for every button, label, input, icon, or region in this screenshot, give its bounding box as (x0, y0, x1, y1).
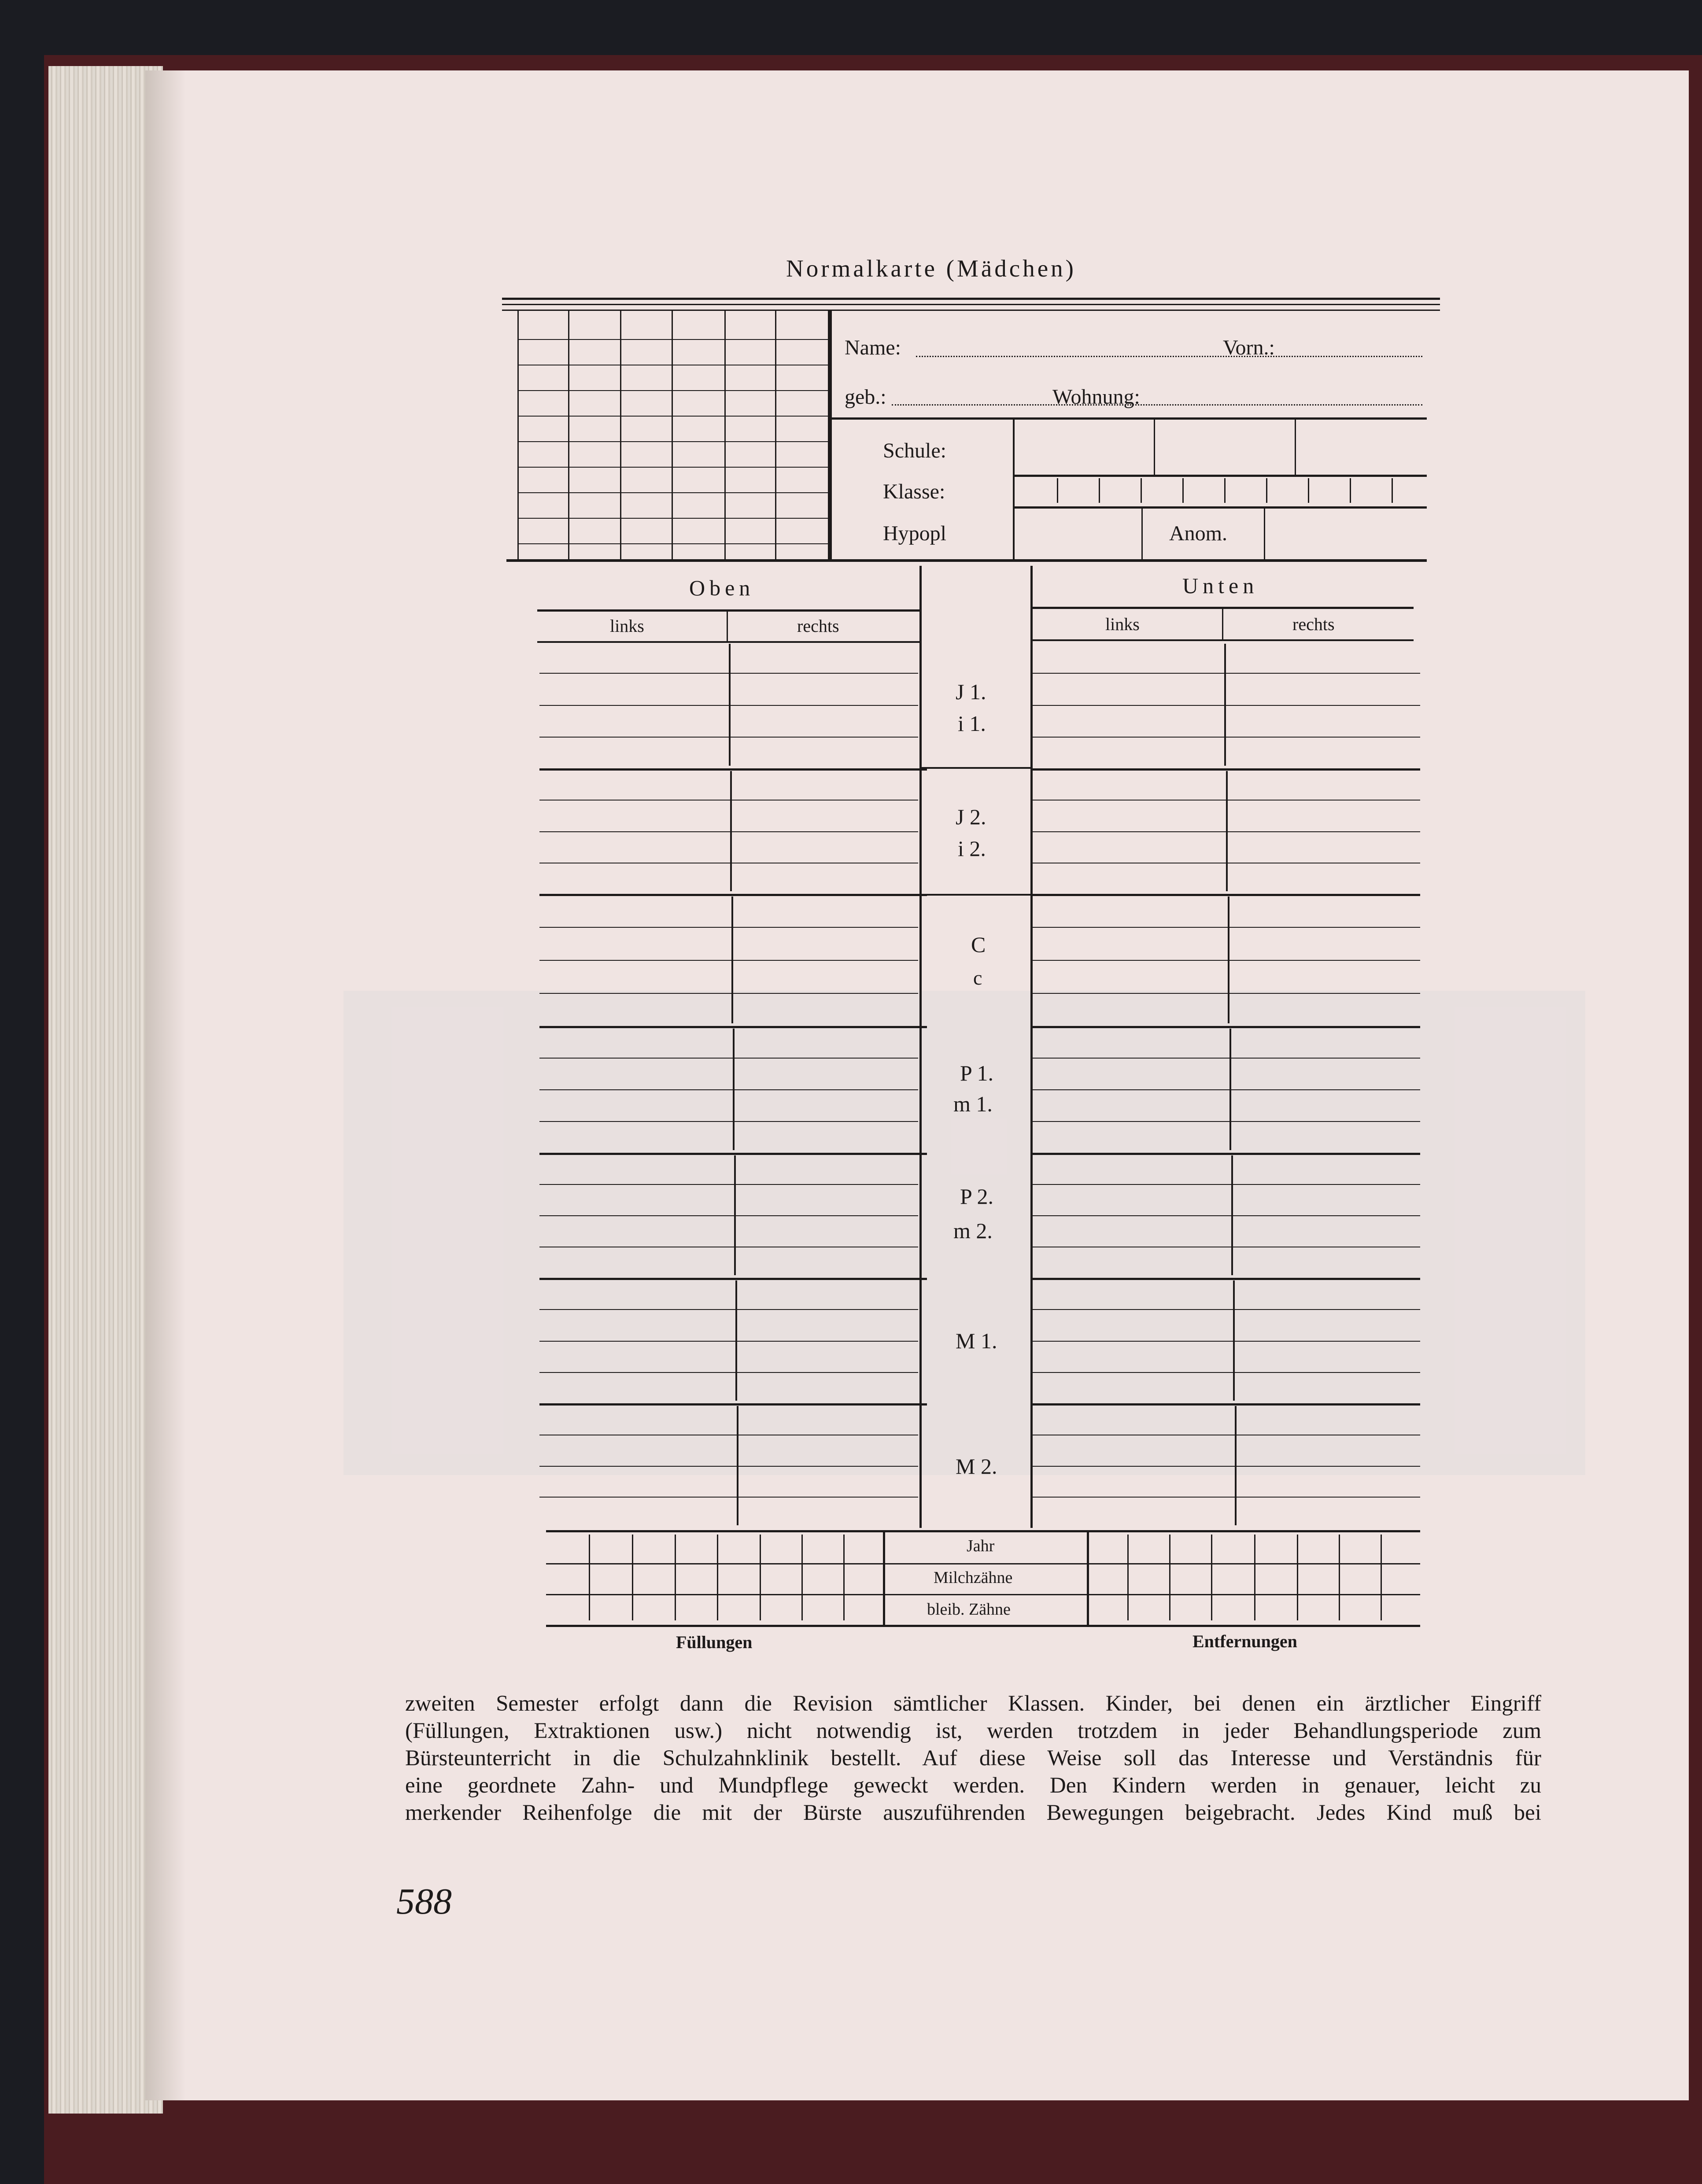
milchzaehne-label: Milchzähne (934, 1568, 1013, 1587)
rule-line (675, 1535, 676, 1620)
tooth-i2-label: i 2. (958, 836, 986, 861)
rule-line (539, 1372, 918, 1373)
rule-line (1033, 1215, 1420, 1216)
rule-line (672, 310, 673, 559)
rule-line (517, 339, 828, 340)
rule-line (1033, 737, 1420, 738)
tooth-c-lower-label: c (973, 967, 982, 989)
rule-line (1030, 1403, 1420, 1406)
rule-line (539, 831, 918, 832)
rule-line (843, 1535, 845, 1620)
rule-line (539, 1153, 927, 1155)
rule-line (517, 543, 828, 544)
rule-line (717, 1535, 718, 1620)
rule-line (1030, 1026, 1420, 1028)
rule-line (539, 993, 918, 994)
rule-line (1033, 1184, 1420, 1185)
body-line: merkender Reihenfolge die mit der Bürste auszuführenden Bewegungen beigebracht. Jedes Kind muß bei (405, 1800, 1541, 1825)
tooth-p1-label: P 1. (960, 1061, 993, 1085)
rule-line (620, 310, 621, 559)
rule-line (539, 1026, 927, 1028)
tooth-M2-label: M 2. (956, 1454, 997, 1479)
rule-line (539, 1403, 927, 1406)
rule-line (539, 1121, 918, 1122)
rule-line (502, 298, 1440, 300)
rule-line (539, 1341, 918, 1342)
rule-line (517, 467, 828, 468)
schule-label: Schule: (883, 439, 946, 462)
rule-line (775, 310, 776, 559)
bleib-zaehne-label: bleib. Zähne (927, 1600, 1011, 1619)
oben-links-label: links (610, 616, 644, 636)
rule-line (1381, 1535, 1382, 1620)
rule-line (632, 1535, 633, 1620)
rule-line (517, 390, 828, 391)
rule-line (539, 1089, 918, 1090)
rule-line (517, 492, 828, 493)
rule-line (1141, 506, 1143, 559)
rule-line (919, 767, 1030, 769)
rule-line (546, 1530, 1420, 1532)
rule-line (1297, 1535, 1298, 1620)
rule-line (883, 1530, 885, 1625)
jahr-label: Jahr (967, 1537, 995, 1555)
tooth-j1-label: J 1. (956, 679, 986, 704)
rule-line (539, 768, 927, 771)
geb-label: geb.: (845, 385, 886, 409)
rule-line (1264, 506, 1265, 559)
rule-line (517, 416, 828, 417)
body-paragraph (405, 1690, 1541, 1826)
rule-line (539, 705, 918, 706)
rule-line (1254, 1535, 1255, 1620)
rule-line (1295, 417, 1296, 475)
tooth-p2-label: P 2. (960, 1184, 993, 1209)
rule-line (1033, 1309, 1420, 1310)
rule-line (1033, 1466, 1420, 1467)
rule-line (502, 304, 1440, 305)
rule-line (919, 894, 1030, 896)
rule-line (539, 737, 918, 738)
rule-line (916, 356, 1422, 357)
rule-line (502, 310, 1440, 311)
klasse-label: Klasse: (883, 480, 945, 503)
rule-line (1013, 506, 1427, 509)
rule-line (1033, 1089, 1420, 1090)
rule-line (829, 310, 832, 559)
rule-line (1030, 768, 1420, 771)
rule-line (546, 1625, 1420, 1627)
rule-line (539, 1278, 927, 1280)
entfernungen-label: Entfernungen (1193, 1631, 1297, 1651)
rule-line (829, 417, 1427, 420)
wohnung-label: Wohnung: (1052, 385, 1140, 409)
rule-line (801, 1535, 803, 1620)
rule-line (1033, 800, 1420, 801)
rule-line (724, 310, 726, 559)
rule-line (1033, 960, 1420, 961)
rule-line (1033, 993, 1420, 994)
name-label: Name: (845, 336, 901, 359)
rule-line (727, 609, 728, 641)
unten-links-label: links (1105, 614, 1140, 634)
rule-line (1033, 673, 1420, 674)
rule-line (1030, 566, 1033, 1528)
rule-line (539, 1058, 918, 1059)
rule-line (568, 310, 569, 559)
rule-line (1030, 639, 1414, 641)
rule-line (1127, 1535, 1129, 1620)
rule-line (539, 1466, 918, 1467)
rule-line (1339, 1535, 1340, 1620)
rule-line (1030, 1278, 1420, 1280)
rule-line (539, 1215, 918, 1216)
rule-line (546, 1594, 1420, 1595)
rule-line (539, 894, 927, 896)
rule-line (539, 673, 918, 674)
rule-line (1033, 927, 1420, 928)
rule-line (539, 1184, 918, 1185)
unten-rechts-label: rechts (1292, 614, 1335, 634)
rule-line (1013, 417, 1015, 559)
fuellungen-label: Füllungen (676, 1632, 753, 1652)
rule-line (1308, 478, 1309, 503)
tooth-m1-lower-label: m 1. (953, 1092, 993, 1116)
rule-line (1033, 1121, 1420, 1122)
tooth-i1-label: i 1. (958, 711, 986, 736)
vorn-label: Vorn.: (1223, 336, 1275, 359)
tooth-j2-label: J 2. (956, 804, 986, 829)
rule-line (537, 609, 919, 612)
unten-header: Unten (1182, 573, 1259, 598)
rule-line (1030, 894, 1420, 896)
rule-line (1033, 831, 1420, 832)
tooth-m2-lower-label: m 2. (953, 1218, 993, 1243)
rule-line (1030, 1153, 1420, 1155)
body-line: eine geordnete Zahn- und Mundpflege geweckt werden. Den Kindern werden in genauer, leicht zu (405, 1773, 1541, 1798)
rule-line (1033, 1372, 1420, 1373)
rule-line (506, 559, 1427, 562)
rule-line (1033, 705, 1420, 706)
oben-rechts-label: rechts (797, 616, 839, 636)
body-line: (Füllungen, Extraktionen usw.) nicht notwendig ist, werden trotzdem in jeder Behandlungsperiode zum (405, 1719, 1541, 1743)
rule-line (1033, 1341, 1420, 1342)
body-line: zweiten Semester erfolgt dann die Revision sämtlicher Klassen. Kinder, bei denen ein ärztlicher Eingriff (405, 1691, 1541, 1716)
body-line: Bürsteunterricht in die Schulzahnklinik bestellt. Auf diese Weise soll das Interesse und Verständnis für (405, 1746, 1541, 1771)
rule-line (1033, 1058, 1420, 1059)
rule-line (1099, 478, 1100, 503)
rule-line (589, 1535, 590, 1620)
rule-line (539, 927, 918, 928)
rule-line (1013, 475, 1427, 477)
rule-line (760, 1535, 761, 1620)
rule-line (1392, 478, 1393, 503)
rule-line (539, 960, 918, 961)
rule-line (1154, 417, 1155, 475)
rule-line (546, 1563, 1420, 1564)
rule-line (1222, 607, 1223, 639)
rule-line (1266, 478, 1267, 503)
rule-line (539, 800, 918, 801)
rule-line (539, 1497, 918, 1498)
rule-line (892, 404, 1422, 406)
tooth-M1-label: M 1. (956, 1328, 997, 1353)
tooth-c-label: C (971, 932, 986, 957)
card-title: Normalkarte (Mädchen) (786, 255, 1076, 282)
rule-line (1033, 1497, 1420, 1498)
rule-line (537, 641, 919, 643)
page-number: 588 (396, 1881, 452, 1922)
rule-line (919, 566, 922, 1528)
rule-line (1211, 1535, 1212, 1620)
anom-label: Anom. (1169, 522, 1227, 545)
oben-header: Oben (689, 576, 755, 600)
rule-line (539, 1309, 918, 1310)
rule-line (1169, 1535, 1170, 1620)
rule-line (1087, 1530, 1089, 1625)
rule-line (517, 441, 828, 442)
rule-line (1141, 478, 1142, 503)
rule-line (1350, 478, 1351, 503)
rule-line (1182, 478, 1184, 503)
rule-line (517, 310, 519, 559)
rule-line (1057, 478, 1058, 503)
hypopl-label: Hypopl (883, 522, 946, 545)
rule-line (517, 518, 828, 519)
rule-line (1224, 478, 1226, 503)
